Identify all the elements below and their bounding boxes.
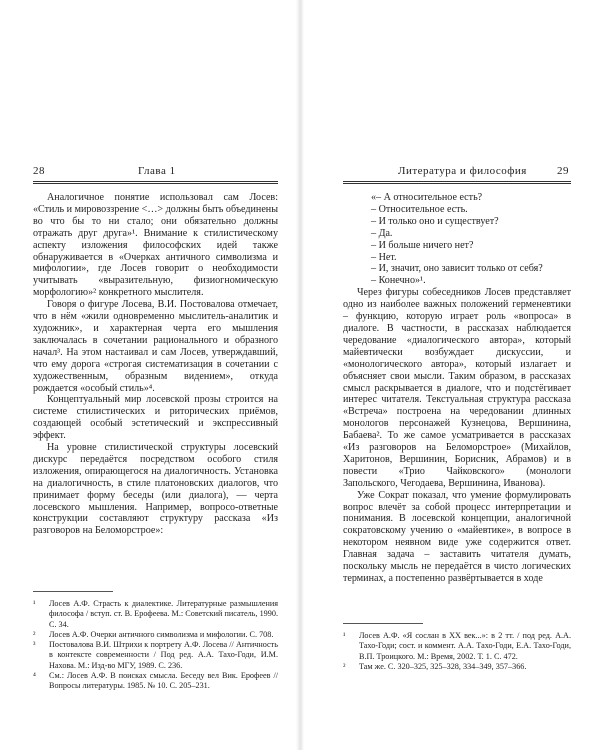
footnotes — [343, 631, 571, 672]
footnote: ² Лосев А.Ф. Очерки античного символизма и мифологии. С. 708. — [33, 629, 274, 639]
running-head: Литература и философия — [398, 165, 527, 177]
paragraph: Аналогичное понятие использовал сам Лосев: «Стиль и мировоззрение <…> должны быть объединены во что бы то ни стало; они обязательно должны отражать друг друга»¹. Внимание к стилистическому аспекту изложения философских идей также обнаруживается в «Очерках античного символизма и мифологии», где Лосев говорит о необходимости учитывать «выразительную, физиогномическую морфологию»² конкретного мыслителя. — [33, 192, 278, 299]
dialogue-line: «– А относительное есть? — [371, 192, 483, 203]
paragraph: Через фигуры собеседников Лосев представляет одно из наиболее важных положений герменевтики – функцию, которую играет роль «вопроса» в диалоге. В частности, в рассказах наблюдается чередование «диалогического автора», который майевтически возбуждает дискуссии, и «монологического автора», который излагает и объясняет свои мысли. Таким образом, в рассказах смысл раскрывается в диалоге, что и подстёгивает интерес читателя. Текстуальная структура рассказа «Встреча» построена на чередовании длинных монологов персонажей Кузнецова, Вершинина, Бабаева². То же самое усматривается в рассказах «Из разговоров на Беломорстрое» (Михайлов, Харитонов, Вершинин, Борисник, Абрамов) и в повести «Трио Чайковского» (монологи Запольского, Чегодаева, Вершинина, Иванова). — [343, 287, 571, 489]
dialogue-line: – Относительное есть. — [371, 203, 468, 215]
footnote: ⁴ См.: Лосев А.Ф. В поисках смысла. Беседу вел Вик. Ерофеев // Вопросы литературы. 1985. № 10. С. 205–231. — [33, 671, 278, 691]
paragraph: Говоря о фигуре Лосева, В.И. Постовалова отмечает, что в нём «жили одновременно мыслитель-аналитик и художник», и характерная черта его мышления заключалась в сочетании рационального и образного начал³. На этом настаивал и сам Лосев, утверждавший, что ему дорога «строгая систематизация в сочетании с художественным, образным видением», откуда рождается «особый стиль»⁴. — [33, 299, 278, 394]
footnote: ³ Постовалова В.И. Штрихи к портрету А.Ф. Лосева // Античность в контексте современности / Под ред. А.А. Тахо-Годи, И.М. Нахова. М.: Изд-во МГУ, 1989. С. 236. — [33, 640, 278, 670]
dialogue-line: – И больше ничего нет? — [371, 239, 474, 251]
footnote: ² Там же. С. 320–325, 325–328, 334–349, 357–366. — [343, 661, 527, 671]
main-text — [343, 192, 571, 585]
page-number: 28 — [33, 165, 45, 177]
dialogue-block — [343, 192, 571, 287]
footnote-rule — [343, 623, 423, 624]
footnotes — [33, 599, 278, 692]
paragraph: Уже Сократ показал, что умение формулировать вопрос влечёт за собой процесс интерпретации и понимания. В лосевской концепции, аналогичной сократовскому учению о «майевтике», в вопросе в некотором неявном виде уже содержится ответ. Главная задача – заставить читателя думать, поскольку мысль не передаётся в чисто логических терминах, а постепенно развёртывается в ходе — [343, 489, 571, 584]
dialogue-line: – Да. — [371, 227, 393, 239]
main-text — [33, 192, 278, 537]
dialogue-line: – Конечно»¹. — [371, 275, 426, 287]
paragraph: Концептуальный мир лосевской прозы строится на системе стилистических и риторических приёмов, создающей особый эстетический и экспрессивный эффект. — [33, 394, 278, 442]
dialogue-line: – И только оно и существует? — [371, 215, 499, 227]
dialogue-line: – Нет. — [371, 251, 397, 263]
paragraph: На уровне стилистической структуры лосевский дискурс передаётся посредством особого стиля изложения, опирающегося на диалогичность. Установка на диалогичность, в стиле платоновских диалогов, что принимает форму беседы (или диалога), — черта лосевского мышления. Например, вопросо-ответные конструкции составляют структуру рассказа «Из разговоров на Беломорстрое»: — [33, 442, 278, 537]
page-number: 29 — [557, 165, 569, 177]
footnote: ¹ Лосев А.Ф. Страсть к диалектике. Литературные размышления философа / вступ. ст. В. Ерофеева. М.: Советский писатель, 1990. С. 34. — [33, 599, 278, 629]
footnote-rule — [33, 591, 113, 592]
running-head: Глава 1 — [138, 165, 176, 177]
header-rule — [343, 181, 571, 184]
dialogue-line: – И, значит, оно зависит только от себя? — [371, 263, 543, 275]
right-page — [300, 0, 600, 750]
footnote: ¹ Лосев А.Ф. «Я сослан в XX век...»: в 2 тт. / под ред. А.А. Тахо-Годи; сост. и коммент. А.А. Тахо-Годи, Е.А. Тахо-Годи, В.П. Троицкого. М.: Время, 2002. Т. 1. С. 472. — [343, 631, 571, 661]
header-rule — [33, 181, 278, 184]
